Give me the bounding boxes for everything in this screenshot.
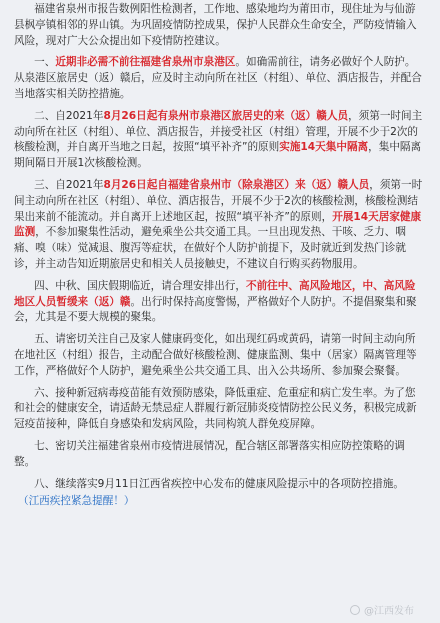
item-2-highlight-quarantine: 实施14天集中隔离 xyxy=(279,141,369,154)
announcement-body xyxy=(8,0,430,623)
item-2-highlight: 8月26日起有泉州市泉港区旅居史的来（返）赣人员 xyxy=(103,109,349,122)
item-4-highlight: 不前往中、高风险地区，中、高风险地区人员暂缓来（返）赣 xyxy=(14,279,416,308)
item-1: 一、近期非必需不前往福建省泉州市泉港区。如确需前往，请务必做好个人防护。从泉港区旅居史（返）赣后，应及时主动向所在社区（村组）、单位、酒店报告，并配合当地落实相关防控措施。 xyxy=(14,56,422,100)
item-8: 八、继续落实9月11日江西省疾控中心发布的健康风险提示中的各项防控措施。 xyxy=(34,477,404,490)
intro-paragraph: 福建省泉州市报告数例阳性检测者，工作地、感染地均为莆田市，现住址为与仙游县枫亭镇相邻的界山镇。为巩固疫情防控成果，保护人民群众生命安全，严防疫情输入风险，现对广大公众提出如下疫情防控建议。 xyxy=(14,3,417,47)
item-7: 七、密切关注福建省泉州市疫情进展情况，配合辖区部署落实相应防控策略的调整。 xyxy=(14,439,405,468)
watermark xyxy=(350,602,414,617)
item-3-highlight: 8月26日起自福建省泉州市（除泉港区）来（返）赣人员 xyxy=(103,178,370,191)
item-3-highlight-monitoring: 开展14天居家健康监测 xyxy=(14,210,422,239)
watermark-text: @江西发布 xyxy=(364,606,414,617)
item-5: 五、请密切关注自己及家人健康码变化，如出现红码或黄码，请第一时间主动向所在地社区（村组）报告，主动配合做好核酸检测、健康监测、集中（居家）隔离管理等工作，严格做好个人防护，避免乘坐公共交通工具、出入公共场所、参加聚会聚餐。 xyxy=(14,333,417,377)
item-2: 二、自2021年8月26日起有泉州市泉港区旅居史的来（返）赣人员，须第一时间主动向所在社区（村组）、单位、酒店报告，并接受社区（村组）管理，开展不少于2次的核酸检测，并自离开当地之日起，按照“填平补齐”的原则实施14天集中隔离，集中隔离期间隔日开展1次核酸检测。 xyxy=(14,109,423,170)
item-6: 六、接种新冠病毒疫苗能有效预防感染，降低重症、危重症和病亡发生率。为了您和社会的健康安全，请适龄无禁忌症人群履行新冠肺炎疫情防控公民义务，积极完成新冠疫苗接种，降低自身感染和发病风险，共同构筑人群免疫屏障。 xyxy=(14,386,417,431)
item-3: 三、自2021年8月26日起自福建省泉州市（除泉港区）来（返）赣人员，须第一时间主动向所在社区（村组）、单位、酒店报告，开展不少于2次的核酸检测，核酸检测结果出来前不能流动。并自离开上述地区起，按照“填平补齐”的原则，开展14天居家健康监测，不参加聚集性活动，避免乘坐公共交通工具。一旦出现发热、干咳、乏力、咽痛、嗅（味）觉减退、腹泻等症状，在做好个人防护前提下，及时就近到发热门诊就诊，并主动告知近期旅居史和相关人员接触史，不建议自行购买药物服用。 xyxy=(14,178,423,270)
item-4: 四、中秋、国庆假期临近，请合理安排出行，不前往中、高风险地区，中、高风险地区人员暂缓来（返）赣。出行时保持高度警惕，严格做好个人防护。不提倡聚集和聚会，尤其是不要大规模的聚集。 xyxy=(14,279,417,324)
weibo-logo-icon xyxy=(350,605,360,615)
item-1-highlight: 近期非必需不前往福建省泉州市泉港区 xyxy=(55,56,236,69)
footer-note: （江西疾控紧急提醒！） xyxy=(18,495,135,508)
